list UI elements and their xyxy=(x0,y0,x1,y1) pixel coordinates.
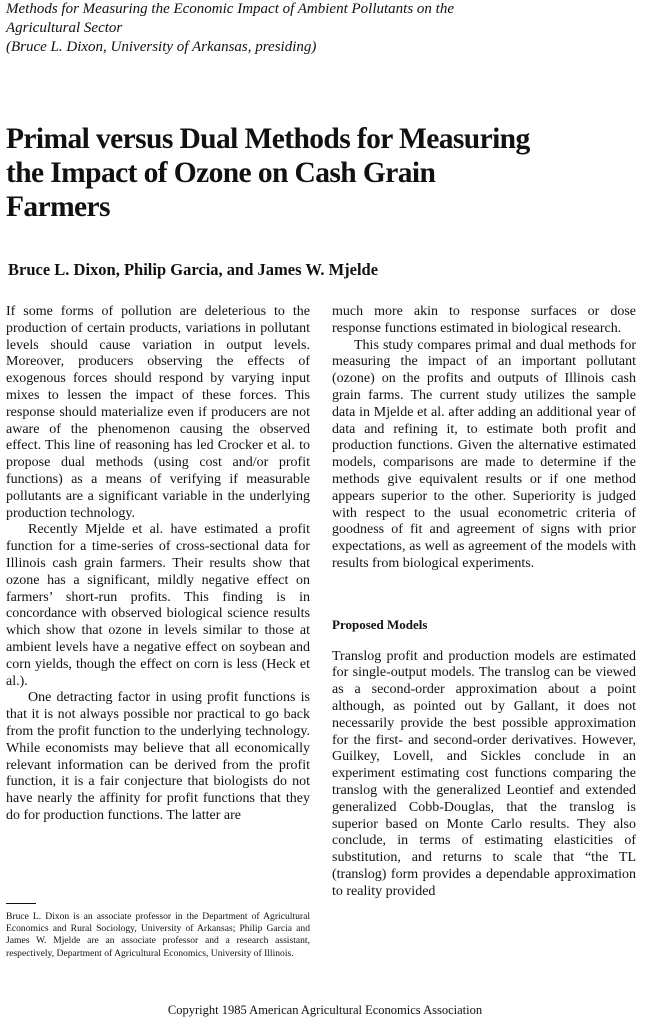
author-line: Bruce L. Dixon, Philip Garcia, and James W. Mjelde xyxy=(8,260,379,279)
author-footnote: Bruce L. Dixon is an associate professor in the Department of Agricultural Economics and Rural Sociology, University of Arkansas; Philip Garcia and James W. Mjelde are an associate professor and a research assistant, respectively, Department of Agricultural Economics, University of Illinois. xyxy=(6,911,310,959)
paragraph: This study compares primal and dual methods for measuring the impact of an important pollutant (ozone) on the profits and outputs of Illinois cash grain farms. The current study utilizes the sample data in Mjelde et al. after adding an additional year of data and refining it, to estimate both profit and production functions. Given the alternative estimated models, comparisons are made to determine if the methods give equivalent results or if one method appears superior to the other. Superiority is judged with respect to the usual econometric criteria of goodness of fit and agreement of signs with prior expectations, as well as agreement of the models with results from biological experiments. xyxy=(332,337,636,571)
section-gap xyxy=(332,573,636,617)
left-column xyxy=(6,304,310,825)
session-title-line-2: Agricultural Sector xyxy=(6,20,123,36)
session-title-line-1: Methods for Measuring the Economic Impact of Ambient Pollutants on the xyxy=(6,1,454,17)
paragraph: Translog profit and production models are estimated for single-output models. The translog can be viewed as a second-order approximation about a point although, as pointed out by Gallant, it does not necessarily provide the best possible approximation for the first- and second-order derivatives. However, Guilkey, Lovell, and Sickles conclude in an experiment estimating cost functions comparing the translog with the generalized Leontief and extended generalized Cobb-Douglas, that the translog is superior based on Monte Carlo results. They also conclude, in terms of estimating elasticities of substitution, and returns to scale that “the TL (translog) form provides a dependable approximation to reality provided xyxy=(332,648,636,899)
paragraph: Recently Mjelde et al. have estimated a profit function for a time-series of cross-sectional data for Illinois cash grain farmers. Their results show that ozone has a significant, mildly negative effect on farmers’ short-run profits. This finding is in concordance with observed biological science results which show that ozone in levels similar to those at ambient levels have a negative effect on soybean and corn yields, though the effect on corn is less (Heck et al.). xyxy=(6,522,310,689)
article-title-line-3: Farmers xyxy=(6,191,110,223)
article-title-line-2: the Impact of Ozone on Cash Grain xyxy=(6,157,436,189)
section-heading: Proposed Models xyxy=(332,616,428,632)
right-column xyxy=(332,304,636,901)
paragraph: One detracting factor in using profit functions is that it is not always possible nor practical to go back from the profit function to the underlying technology. While economists may believe that all economically relevant information can be derived from the profit function, it is a fair conjecture that biologists do not have nearly the affinity for profit functions that they do for production functions. The latter are xyxy=(6,690,310,823)
session-header xyxy=(6,0,646,57)
paragraph: much more akin to response surfaces or dose response functions estimated in biological research. xyxy=(332,304,636,336)
paragraph: If some forms of pollution are deleterious to the production of certain products, variations in pollutant levels should cause variation in output levels. Moreover, producers observing the effects of exogenous forces should respond by varying input mixes to lessen the impact of these forces. This response should materialize even if producers are not aware of the phenomenon causing the observed effect. This line of reasoning has led Crocker et al. to propose dual methods (using cost and/or profit functions) as a means of verifying if measurable pollutants are a significant variable in the underlying production technology. xyxy=(6,304,310,521)
footnote-rule xyxy=(6,903,36,904)
heading-gap xyxy=(332,634,636,649)
article-title-line-1: Primal versus Dual Methods for Measuring xyxy=(6,123,530,155)
session-presiding-line: (Bruce L. Dixon, University of Arkansas, presiding) xyxy=(6,39,317,55)
article-title xyxy=(6,122,646,224)
copyright-line: Copyright 1985 American Agricultural Economics Association xyxy=(167,1003,483,1017)
